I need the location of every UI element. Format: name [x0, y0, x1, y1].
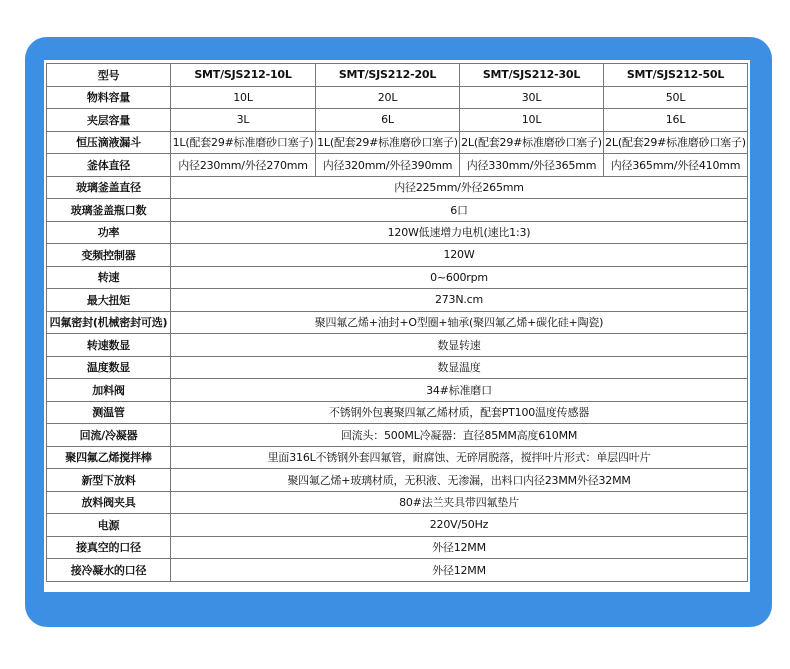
- value-cell: 1L(配套29#标准磨砂口塞子): [316, 131, 460, 154]
- value-cell: 内径330mm/外径365mm: [460, 154, 604, 177]
- header-cell: 型号: [47, 64, 171, 87]
- value-cell: 20L: [316, 86, 460, 109]
- row-label: 四氟密封(机械密封可选): [47, 311, 171, 334]
- table-row: [47, 221, 748, 244]
- table-row: [47, 266, 748, 289]
- value-cell: 120W低速增力电机(速比1:3): [171, 221, 748, 244]
- row-label: 接冷凝水的口径: [47, 559, 171, 582]
- value-cell: 6口: [171, 199, 748, 222]
- value-cell: 6L: [316, 109, 460, 132]
- value-cell: 内径225mm/外径265mm: [171, 176, 748, 199]
- header-cell: SMT/SJS212-50L: [604, 64, 748, 87]
- value-cell: 数显温度: [171, 356, 748, 379]
- value-cell: 80#法兰夹具带四氟垫片: [171, 491, 748, 514]
- value-cell: 0~600rpm: [171, 266, 748, 289]
- table-row: [47, 491, 748, 514]
- value-cell: 1L(配套29#标准磨砂口塞子): [171, 131, 316, 154]
- value-cell: 外径12MM: [171, 559, 748, 582]
- value-cell: 16L: [604, 109, 748, 132]
- row-label: 功率: [47, 221, 171, 244]
- value-cell: 回流头：500ML冷凝器：直径85MM高度610MM: [171, 424, 748, 447]
- table-row: [47, 469, 748, 492]
- row-label: 放料阀夹具: [47, 491, 171, 514]
- row-label: 回流/冷凝器: [47, 424, 171, 447]
- value-cell: 2L(配套29#标准磨砂口塞子): [460, 131, 604, 154]
- table-row: [47, 109, 748, 132]
- row-label: 釜体直径: [47, 154, 171, 177]
- row-label: 接真空的口径: [47, 536, 171, 559]
- row-label: 测温管: [47, 401, 171, 424]
- value-cell: 里面316L不锈钢外套四氟管，耐腐蚀、无碎屑脱落，搅拌叶片形式：单层四叶片: [171, 446, 748, 469]
- table-row: [47, 289, 748, 312]
- table-row: [47, 379, 748, 402]
- row-label: 转速: [47, 266, 171, 289]
- table-row: [47, 199, 748, 222]
- table-row: [47, 559, 748, 582]
- value-cell: 10L: [171, 86, 316, 109]
- row-label: 夹层容量: [47, 109, 171, 132]
- row-label: 最大扭矩: [47, 289, 171, 312]
- row-label: 转速数显: [47, 334, 171, 357]
- table-row: [47, 536, 748, 559]
- row-label: 新型下放料: [47, 469, 171, 492]
- spec-panel: [44, 60, 750, 592]
- value-cell: 34#标准磨口: [171, 379, 748, 402]
- value-cell: 3L: [171, 109, 316, 132]
- value-cell: 273N.cm: [171, 289, 748, 312]
- value-cell: 30L: [460, 86, 604, 109]
- row-label: 聚四氟乙烯搅拌棒: [47, 446, 171, 469]
- value-cell: 内径365mm/外径410mm: [604, 154, 748, 177]
- header-cell: SMT/SJS212-30L: [460, 64, 604, 87]
- value-cell: 2L(配套29#标准磨砂口塞子): [604, 131, 748, 154]
- row-label: 恒压滴液漏斗: [47, 131, 171, 154]
- value-cell: 120W: [171, 244, 748, 267]
- table-row: [47, 86, 748, 109]
- row-label: 物料容量: [47, 86, 171, 109]
- value-cell: 聚四氟乙烯+玻璃材质，无积液、无渗漏，出料口内径23MM外径32MM: [171, 469, 748, 492]
- row-label: 玻璃釜盖瓶口数: [47, 199, 171, 222]
- table-row: [47, 176, 748, 199]
- header-cell: SMT/SJS212-20L: [316, 64, 460, 87]
- row-label: 温度数显: [47, 356, 171, 379]
- value-cell: 数显转速: [171, 334, 748, 357]
- value-cell: 10L: [460, 109, 604, 132]
- table-row: [47, 244, 748, 267]
- row-label: 变频控制器: [47, 244, 171, 267]
- row-label: 玻璃釜盖直径: [47, 176, 171, 199]
- table-row: [47, 311, 748, 334]
- header-cell: SMT/SJS212-10L: [171, 64, 316, 87]
- table-row: [47, 401, 748, 424]
- value-cell: 外径12MM: [171, 536, 748, 559]
- table-row: [47, 446, 748, 469]
- spec-table: [46, 63, 748, 582]
- value-cell: 内径320mm/外径390mm: [316, 154, 460, 177]
- value-cell: 聚四氟乙烯+油封+O型圈+轴承(聚四氟乙烯+碳化硅+陶瓷): [171, 311, 748, 334]
- table-row: [47, 131, 748, 154]
- row-label: 加料阀: [47, 379, 171, 402]
- value-cell: 50L: [604, 86, 748, 109]
- table-row: [47, 424, 748, 447]
- table-row: [47, 154, 748, 177]
- header-row: [47, 64, 748, 87]
- table-row: [47, 356, 748, 379]
- table-row: [47, 514, 748, 537]
- value-cell: 220V/50Hz: [171, 514, 748, 537]
- table-row: [47, 334, 748, 357]
- row-label: 电源: [47, 514, 171, 537]
- value-cell: 内径230mm/外径270mm: [171, 154, 316, 177]
- value-cell: 不锈钢外包裹聚四氟乙烯材质，配套PT100温度传感器: [171, 401, 748, 424]
